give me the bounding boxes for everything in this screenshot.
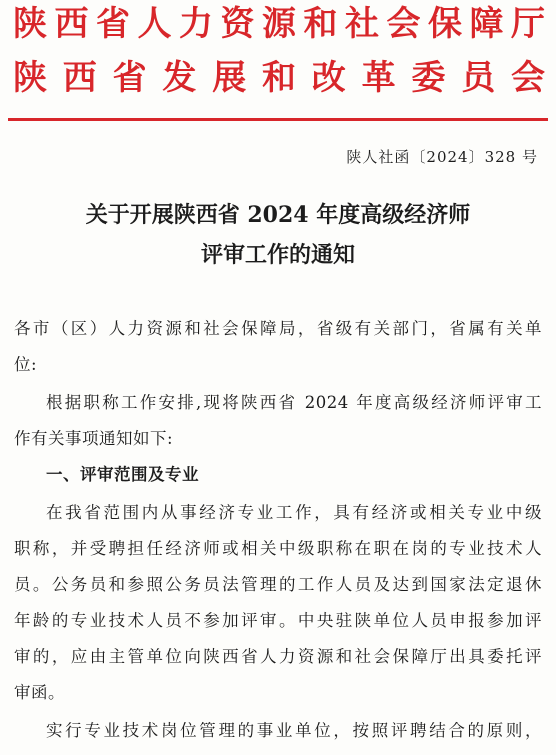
document-number: 陕人社函〔2024〕328 号 [346,148,538,166]
paragraph-line: 职称，并受聘担任经济师或相关中级职称在职在岗的专业技术人 [14,539,542,558]
paragraph-line: 员。公务员和参照公务员法管理的工作人员及达到国家法定退休 [14,575,542,594]
paragraph-line: 实行专业技术岗位管理的事业单位，按照评聘结合的原则， [46,721,542,740]
addressee-line-2: 位: [14,355,38,374]
section-heading-scope: 一、评审范围及专业 [46,465,199,484]
paragraph-line: 审的，应由主管单位向陕西省人力资源和社会保障厅出具委托评 [14,647,542,666]
intro-line-2: 作有关事项通知如下: [14,429,174,448]
issuer-name-hrss: 陕西省人力资源和社会保障厅 [13,4,545,44]
paragraph-line: 年龄的专业技术人员不参加评审。中央驻陕单位人员申报参加评 [14,611,542,630]
title-line-1: 关于开展陕西省 2024 年度高级经济师 [85,202,471,228]
paragraph-line: 在我省范围内从事经济专业工作，具有经济或相关专业中级 [46,503,542,522]
issuer-name-ndrc: 陕西省发展和改革委员会 [13,58,545,98]
addressee-line-1: 各市（区）人力资源和社会保障局，省级有关部门，省属有关单 [14,319,542,338]
paragraph-line: 审函。 [14,683,65,702]
title-line-2: 评审工作的通知 [200,242,355,268]
intro-line-1: 根据职称工作安排,现将陕西省 2024 年度高级经济师评审工 [46,393,542,412]
red-separator-line [8,118,548,121]
